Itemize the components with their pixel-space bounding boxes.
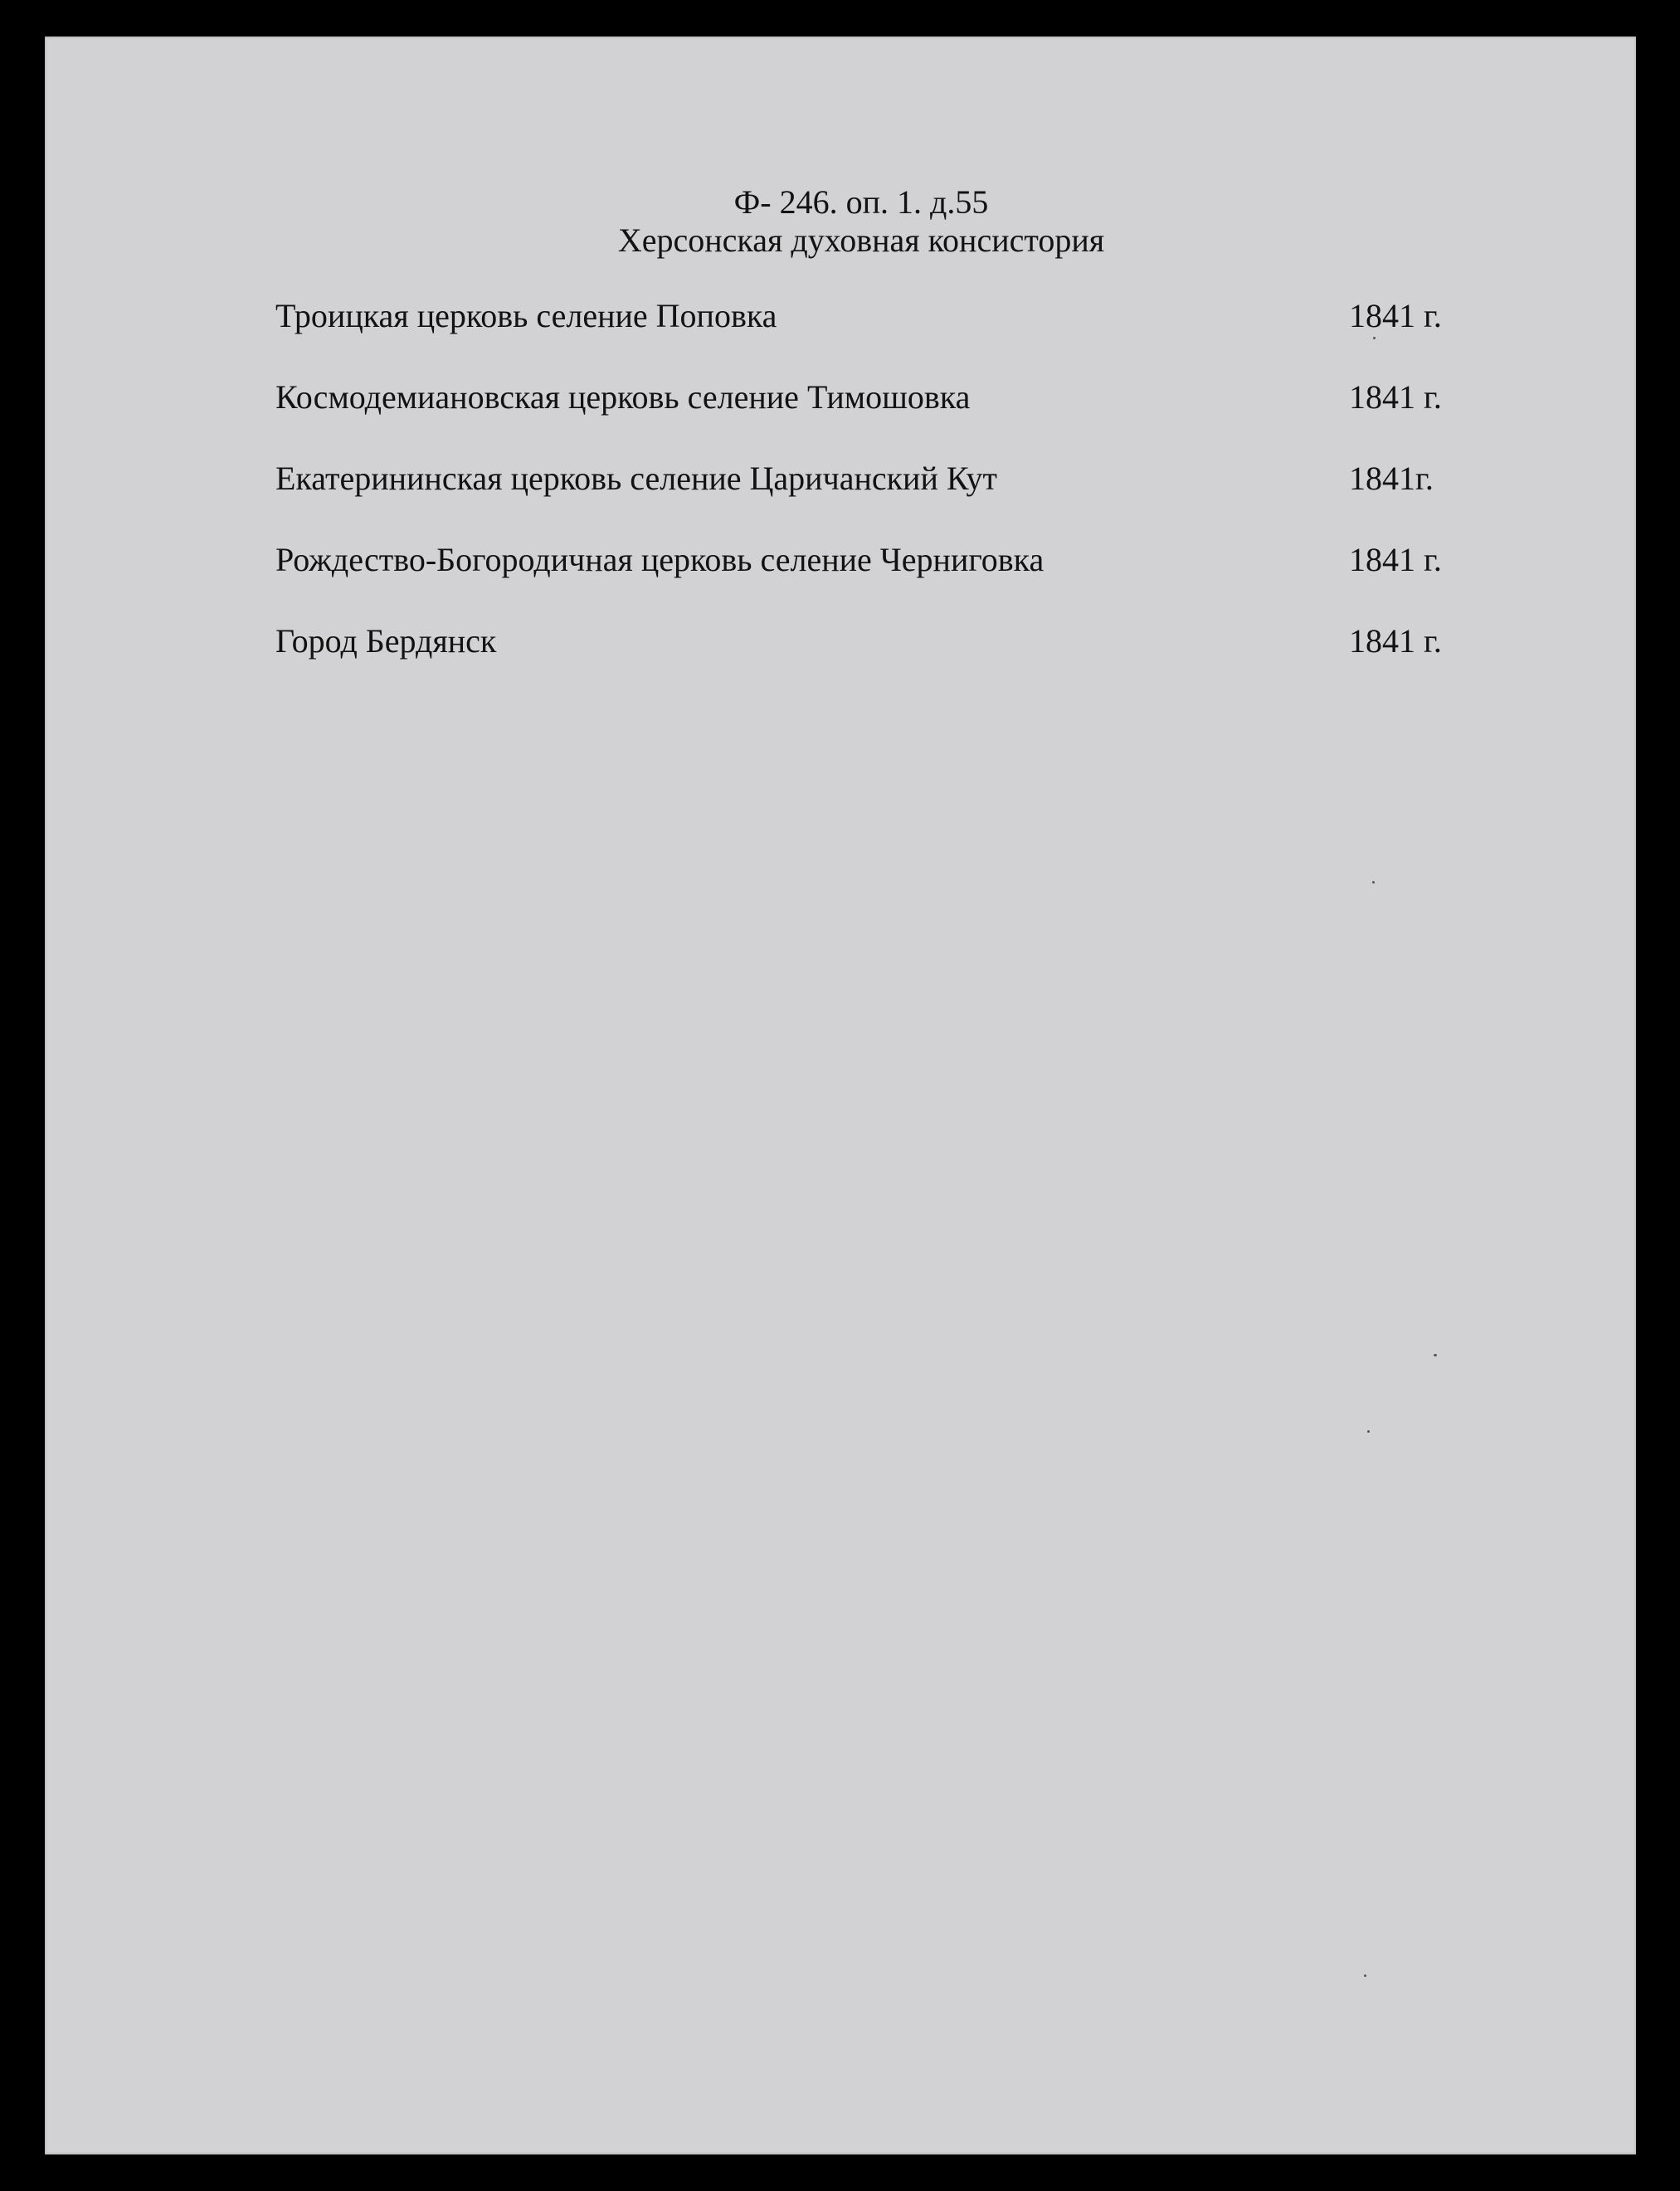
entry-year: 1841г. (1349, 460, 1434, 497)
entry-year: 1841 г. (1349, 541, 1442, 578)
entry-name: Космодемиановская церковь селение Тимошовка (275, 378, 971, 416)
entry-list (45, 37, 1636, 2154)
dust-speck (1434, 1354, 1437, 1356)
entry-year: 1841 г. (1349, 622, 1442, 660)
entry-name: Рождество-Богородичная церковь селение Черниговка (275, 541, 1045, 578)
list-item (275, 295, 1487, 337)
entry-name: Город Бердянск (275, 622, 497, 660)
dust-speck (1367, 1430, 1370, 1433)
dust-speck (1373, 337, 1376, 339)
entry-name: Троицкая церковь селение Поповка (275, 297, 777, 334)
list-item (275, 458, 1487, 499)
document-sheet (45, 37, 1636, 2154)
entry-year: 1841 г. (1349, 297, 1442, 334)
entry-year: 1841 г. (1349, 378, 1442, 416)
dust-speck (1364, 1974, 1366, 1977)
list-item (275, 377, 1487, 418)
list-item (275, 539, 1487, 581)
list-item (275, 621, 1487, 662)
archive-reference: Ф- 246. оп. 1. д.55 (733, 183, 989, 221)
dust-speck (1372, 881, 1375, 884)
institution-title: Херсонская духовная консистория (617, 222, 1105, 259)
entry-name: Екатерининская церковь селение Царичанский Кут (275, 460, 998, 497)
